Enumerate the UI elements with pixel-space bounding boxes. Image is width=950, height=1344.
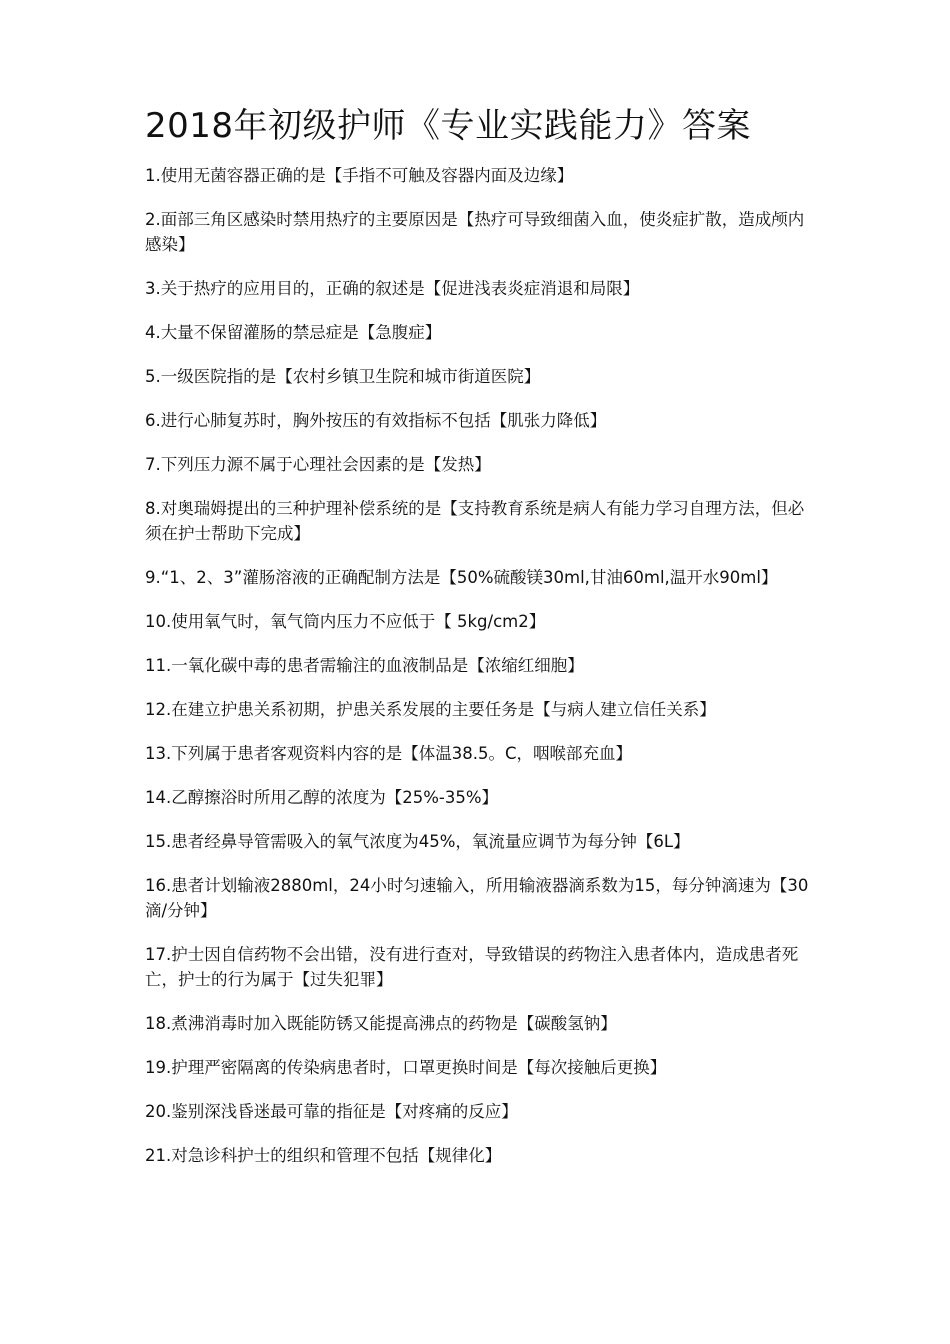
- list-item: 16.患者计划输液2880ml，24小时匀速输入，所用输液器滴系数为15，每分钟滴速为【30滴/分钟】: [145, 876, 809, 920]
- list-item: 10.使用氧气时，氧气筒内压力不应低于【 5kg/cm2】: [145, 612, 546, 631]
- list-item: 15.患者经鼻导管需吸入的氧气浓度为45%，氧流量应调节为每分钟【6L】: [145, 832, 690, 851]
- list-item: 21.对急诊科护士的组织和管理不包括【规律化】: [145, 1146, 502, 1165]
- list-item: 9.“1、2、3”灌肠溶液的正确配制方法是【50%硫酸镁30ml,甘油60ml,温开水90ml】: [145, 568, 778, 587]
- list-item: 7.下列压力源不属于心理社会因素的是【发热】: [145, 455, 491, 474]
- list-item: 2.面部三角区感染时禁用热疗的主要原因是【热疗可导致细菌入血，使炎症扩散，造成颅内感染】: [145, 210, 805, 254]
- list-item: 12.在建立护患关系初期，护患关系发展的主要任务是【与病人建立信任关系】: [145, 700, 716, 719]
- list-item: 13.下列属于患者客观资料内容的是【体温38.5。C，咽喉部充血】: [145, 744, 632, 763]
- list-item: 11.一氧化碳中毒的患者需输注的血液制品是【浓缩红细胞】: [145, 656, 584, 675]
- list-item: 4.大量不保留灌肠的禁忌症是【急腹症】: [145, 323, 442, 342]
- list-item: 1.使用无菌容器正确的是【手指不可触及容器内面及边缘】: [145, 166, 574, 185]
- list-item: 6.进行心肺复苏时，胸外按压的有效指标不包括【肌张力降低】: [145, 411, 607, 430]
- list-item: 19.护理严密隔离的传染病患者时，口罩更换时间是【每次接触后更换】: [145, 1058, 667, 1077]
- list-item: 3.关于热疗的应用目的，正确的叙述是【促进浅表炎症消退和局限】: [145, 279, 640, 298]
- list-item: 5.一级医院指的是【农村乡镇卫生院和城市街道医院】: [145, 367, 541, 386]
- page-title: 2018年初级护师《专业实践能力》答案: [145, 106, 752, 146]
- list-item: 17.护士因自信药物不会出错，没有进行查对，导致错误的药物注入患者体内，造成患者死亡，护士的行为属于【过失犯罪】: [145, 945, 799, 989]
- list-item: 20.鉴别深浅昏迷最可靠的指征是【对疼痛的反应】: [145, 1102, 518, 1121]
- list-item: 18.煮沸消毒时加入既能防锈又能提高沸点的药物是【碳酸氢钠】: [145, 1014, 617, 1033]
- list-item: 8.对奥瑞姆提出的三种护理补偿系统的是【支持教育系统是病人有能力学习自理方法，但必须在护士帮助下完成】: [145, 499, 805, 543]
- question-list: [145, 163, 815, 1187]
- list-item: 14.乙醇擦浴时所用乙醇的浓度为【25%-35%】: [145, 788, 499, 807]
